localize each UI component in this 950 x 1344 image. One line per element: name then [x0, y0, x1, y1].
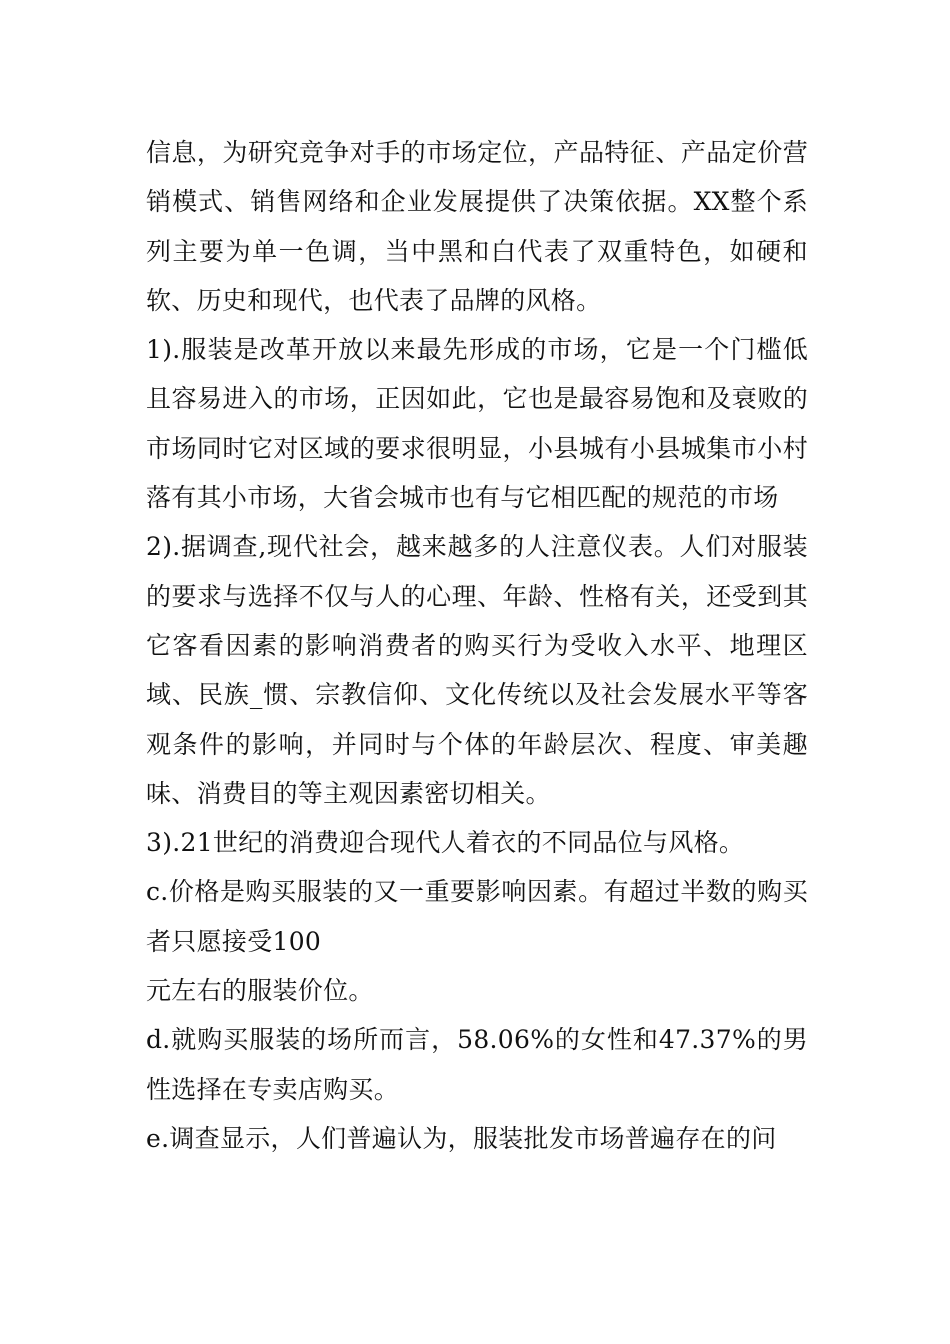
paragraph-point-c: c.价格是购买服装的又一重要影响因素。有超过半数的购买者只愿接受100	[146, 877, 808, 956]
paragraph-point-1: 1).服装是改革开放以来最先形成的市场，它是一个门槛低且容易进入的市场，正因如此，它也是最容易饱和及衰败的市场同时它对区域的要求很明显，小县城有小县城集市小村落有其小市场，大省会城市也有与它相匹配的规范的市场	[146, 335, 808, 513]
paragraph-point-e: e.调查显示，人们普遍认为，服装批发市场普遍存在的问	[146, 1123, 777, 1153]
paragraph-point-c-continued: 元左右的服装价位。	[146, 976, 374, 1006]
document-body	[146, 128, 808, 1163]
paragraph-point-d: d.就购买服装的场所而言，58.06%的女性和47.37%的男性选择在专卖店购买。	[146, 1025, 808, 1104]
paragraph-point-2: 2).据调查,现代社会，越来越多的人注意仪表。人们对服装的要求与选择不仅与人的心理、年龄、性格有关，还受到其它客看因素的影响消费者的购买行为受收入水平、地理区域、民族_惯、宗教信仰、文化传统以及社会发展水平等客观条件的影响，并同时与个体的年龄层次、程度、审美趣味、消费目的等主观因素密切相关。	[146, 532, 808, 808]
paragraph-intro: 信息，为研究竞争对手的市场定位，产品特征、产品定价营销模式、销售网络和企业发展提供了决策依据。XX整个系列主要为单一色调，当中黑和白代表了双重特色，如硬和软、历史和现代，也代表了品牌的风格。	[146, 138, 808, 315]
paragraph-point-3: 3).21世纪的消费迎合现代人着衣的不同品位与风格。	[146, 828, 745, 858]
